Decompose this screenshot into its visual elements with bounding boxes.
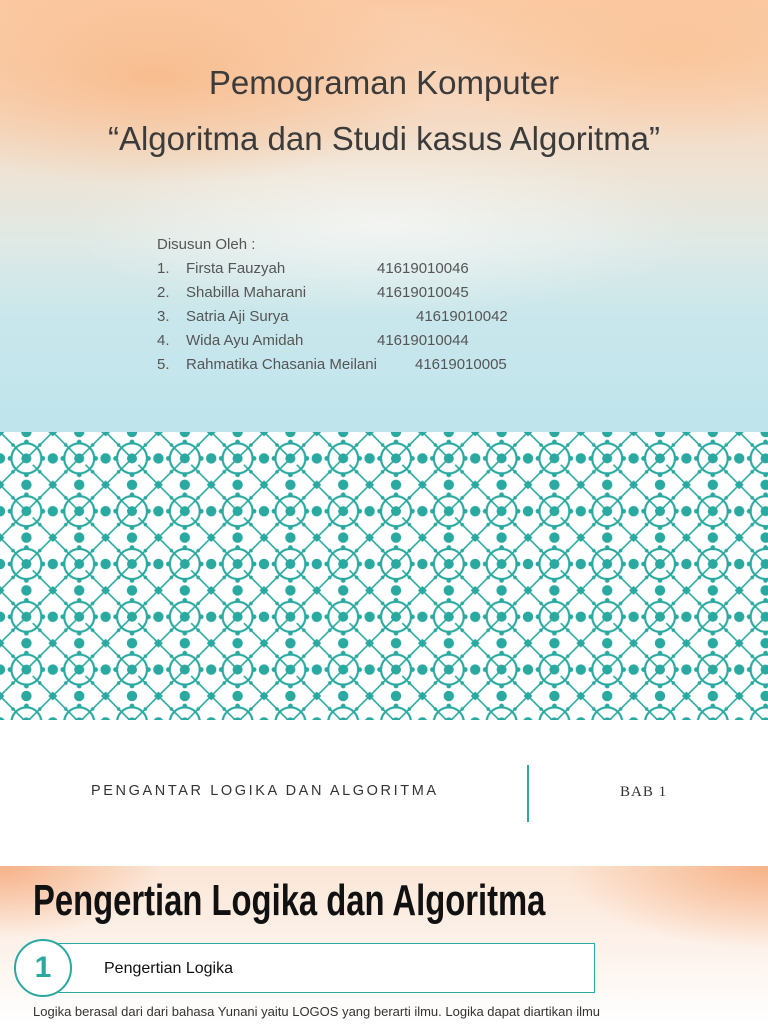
author-number: 4.	[157, 332, 170, 349]
author-list	[157, 233, 537, 377]
author-name: Rahmatika Chasania Meilani	[186, 356, 377, 373]
author-name: Satria Aji Surya	[186, 308, 289, 325]
author-list-heading: Disusun Oleh :	[157, 236, 256, 253]
author-number: 3.	[157, 308, 170, 325]
topic-label: Pengertian Logika	[104, 960, 233, 977]
author-row	[157, 257, 537, 281]
author-id: 41619010042	[416, 308, 508, 325]
presentation-subtitle: “Algoritma dan Studi kasus Algoritma”	[107, 120, 661, 157]
author-name: Wida Ayu Amidah	[186, 332, 304, 349]
section-divider	[527, 765, 529, 822]
author-id: 41619010005	[415, 356, 507, 373]
author-id: 41619010046	[377, 260, 469, 277]
author-name: Shabilla Maharani	[186, 284, 307, 301]
author-number: 5.	[157, 356, 170, 373]
author-row	[157, 281, 537, 305]
section-slide	[0, 720, 768, 866]
author-id: 41619010045	[377, 284, 469, 301]
title-slide	[0, 0, 768, 432]
author-row	[157, 353, 537, 377]
author-number: 2.	[157, 284, 170, 301]
presentation-title: Pemograman Komputer	[208, 64, 560, 101]
topic-number-badge: 1	[14, 939, 72, 997]
section-title: PENGANTAR LOGIKA DAN ALGORITMA	[91, 783, 439, 799]
content-heading: Pengertian Logika dan Algoritma	[33, 876, 546, 925]
chapter-label: BAB 1	[620, 784, 668, 800]
author-id: 41619010044	[377, 332, 469, 349]
author-row	[157, 305, 537, 329]
author-row	[157, 329, 537, 353]
decorative-pattern	[0, 432, 768, 720]
author-number: 1.	[157, 260, 170, 277]
body-text: Logika berasal dari dari bahasa Yunani yaitu LOGOS yang berarti ilmu. Logika dapat diartikan ilmu	[33, 1004, 601, 1019]
content-slide	[0, 866, 768, 1024]
author-name: Firsta Fauzyah	[186, 260, 286, 277]
